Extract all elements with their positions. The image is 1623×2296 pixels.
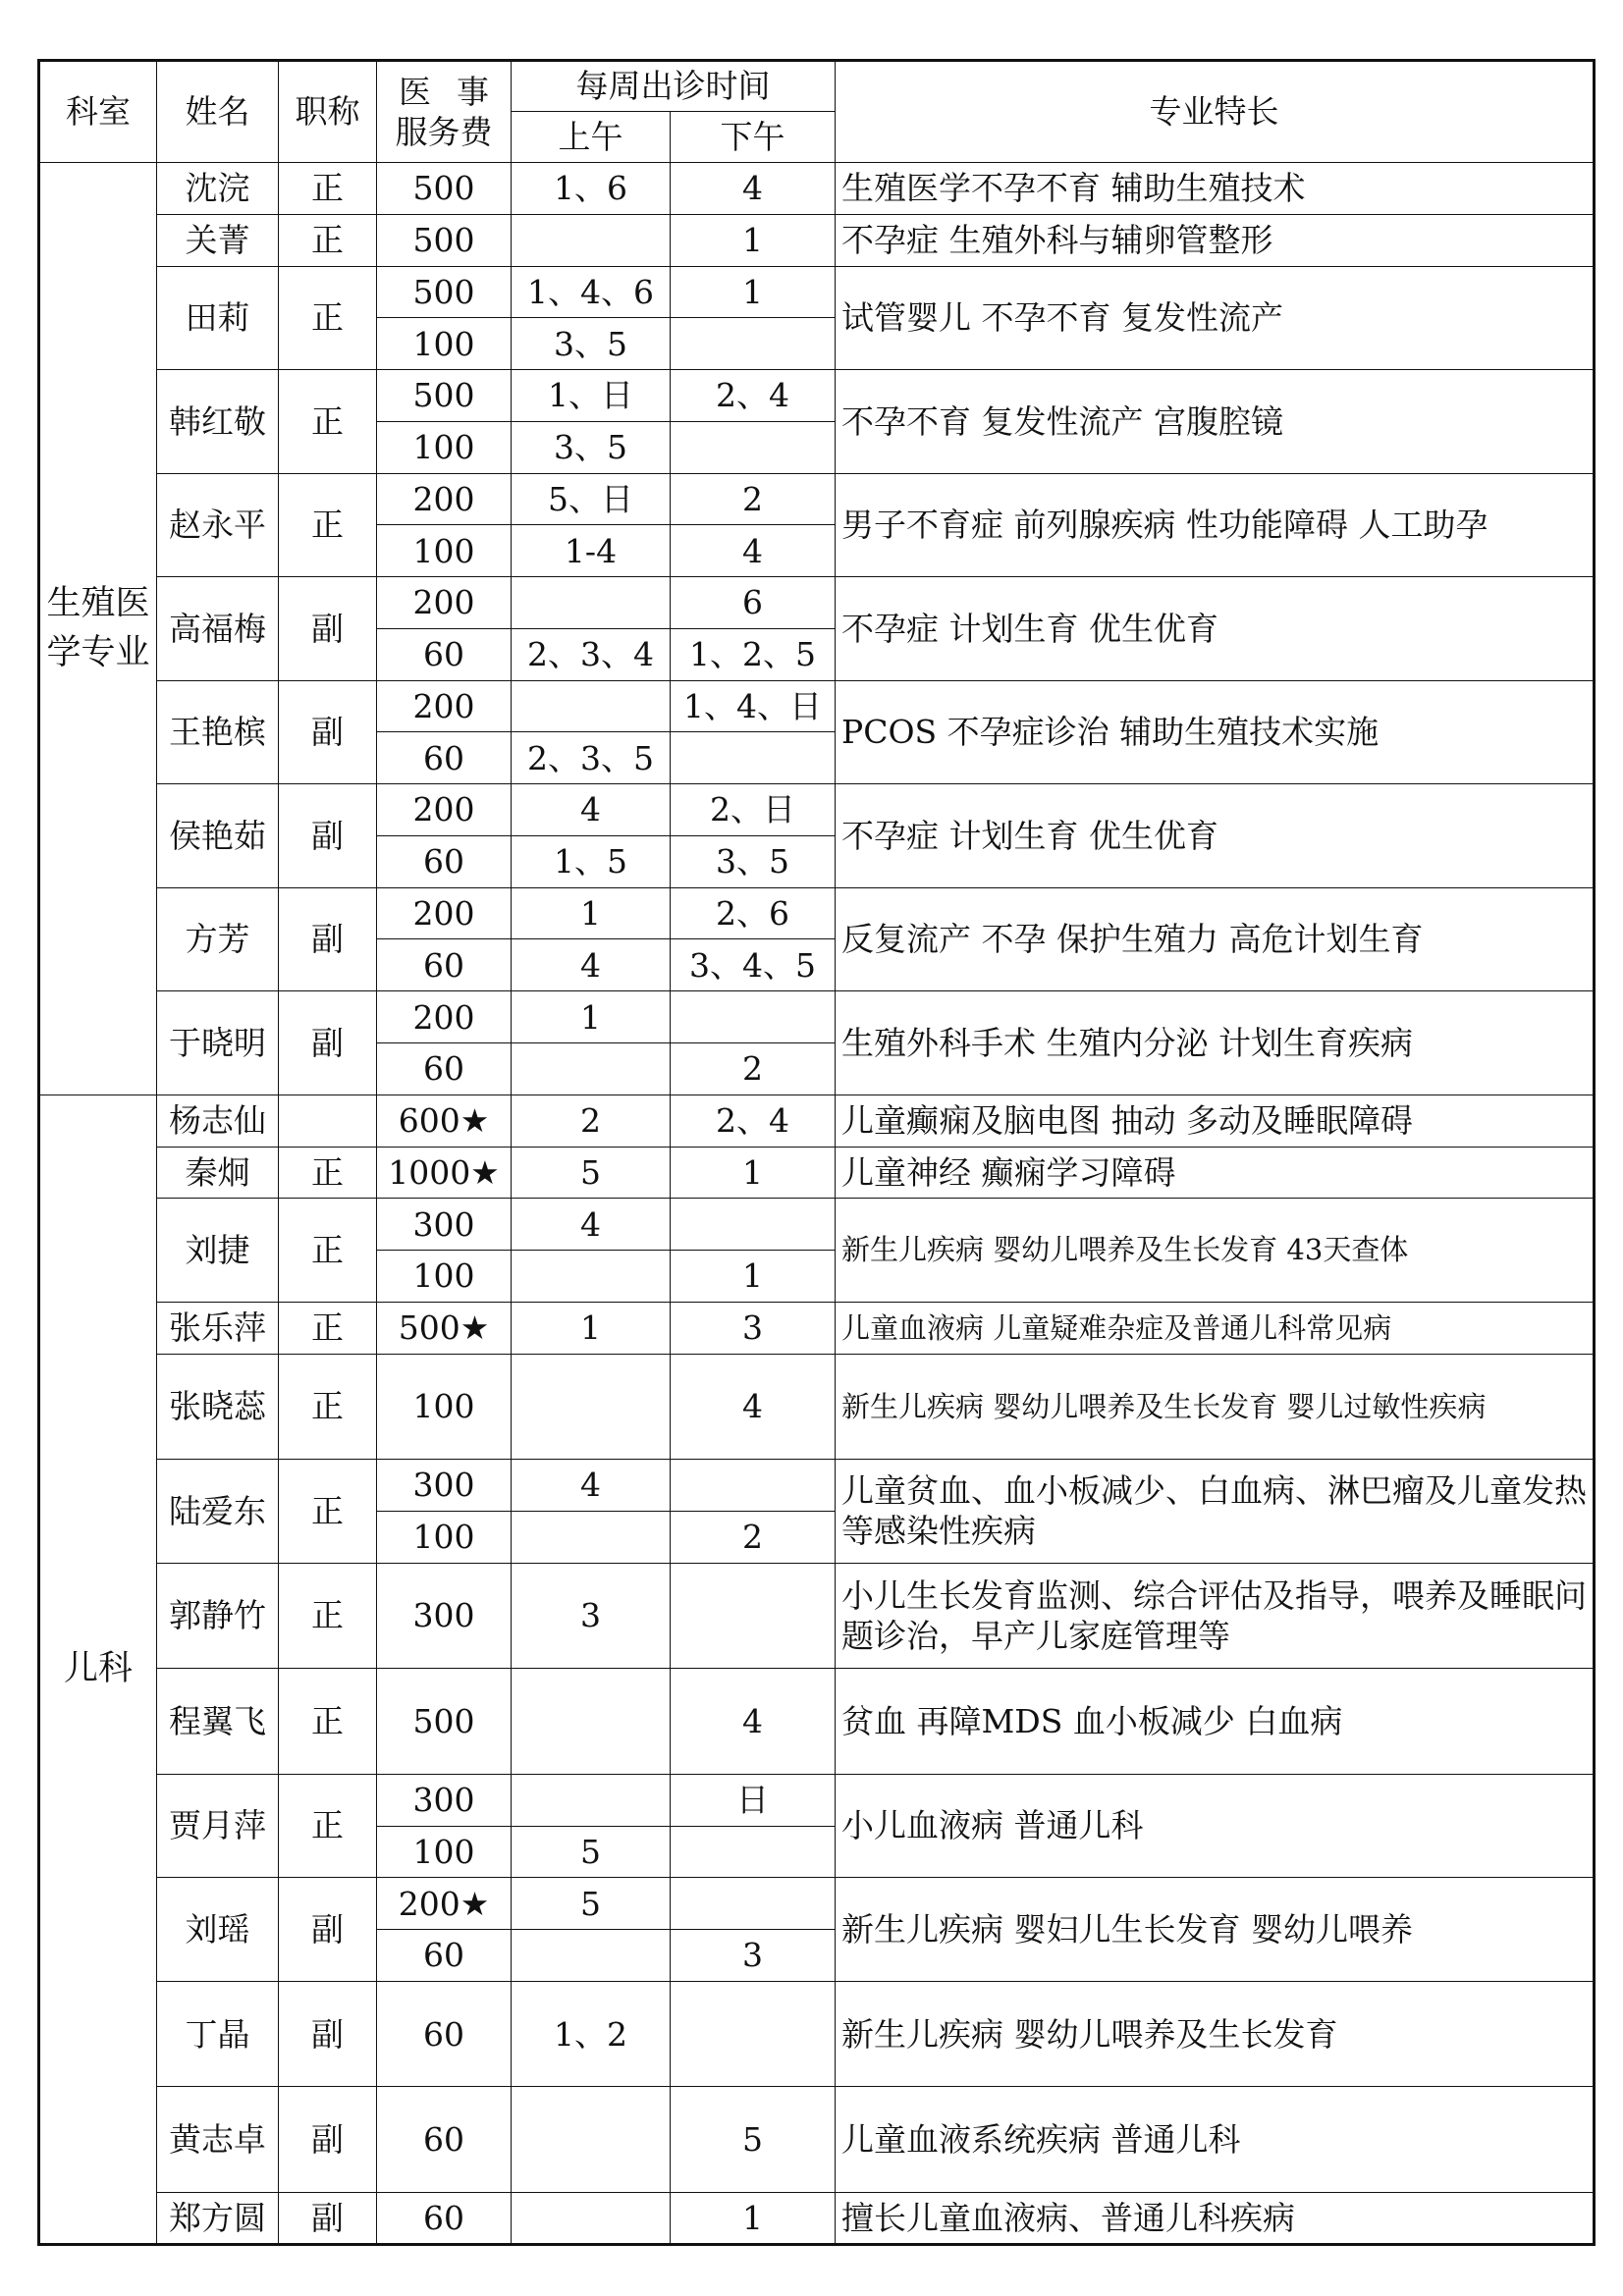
service-fee: 60 bbox=[377, 628, 512, 680]
pm-days bbox=[671, 732, 836, 784]
table-row bbox=[39, 1095, 1595, 1147]
doctor-title: 正 bbox=[279, 1302, 377, 1354]
pm-days: 2、日 bbox=[671, 784, 836, 836]
table-row bbox=[39, 473, 1595, 525]
doctor-title: 正 bbox=[279, 1147, 377, 1199]
schedule-sheet bbox=[37, 59, 1593, 2246]
pm-days bbox=[671, 1199, 836, 1251]
am-days bbox=[512, 1669, 671, 1775]
am-days bbox=[512, 1251, 671, 1303]
am-days bbox=[512, 680, 671, 732]
doctor-name: 程翼飞 bbox=[157, 1669, 279, 1775]
doctor-title: 正 bbox=[279, 473, 377, 577]
doctor-name: 于晓明 bbox=[157, 991, 279, 1095]
service-fee: 100 bbox=[377, 1511, 512, 1563]
service-fee: 200★ bbox=[377, 1878, 512, 1930]
table-row bbox=[39, 887, 1595, 939]
doctor-name: 黄志卓 bbox=[157, 2087, 279, 2193]
specialty: 贫血 再障MDS 血小板减少 白血病 bbox=[836, 1669, 1595, 1775]
pm-days: 4 bbox=[671, 1354, 836, 1460]
pm-days: 3 bbox=[671, 1930, 836, 1982]
header-fee-line2: 服务费 bbox=[395, 113, 493, 151]
doctor-title: 副 bbox=[279, 2193, 377, 2245]
service-fee: 200 bbox=[377, 784, 512, 836]
clinic-schedule-table bbox=[37, 59, 1596, 2246]
specialty: 不孕不育 复发性流产 宫腹腔镜 bbox=[836, 370, 1595, 474]
doctor-name: 张乐萍 bbox=[157, 1302, 279, 1354]
pm-days bbox=[671, 991, 836, 1043]
service-fee: 60 bbox=[377, 939, 512, 991]
table-row bbox=[39, 991, 1595, 1043]
table-row bbox=[39, 2193, 1595, 2245]
am-days: 1、5 bbox=[512, 835, 671, 887]
service-fee: 100 bbox=[377, 525, 512, 577]
header-fee-char-2: 事 bbox=[457, 72, 489, 111]
specialty: 不孕症 计划生育 优生优育 bbox=[836, 784, 1595, 888]
am-days bbox=[512, 1043, 671, 1095]
header-title: 职称 bbox=[279, 61, 377, 163]
service-fee: 60 bbox=[377, 2193, 512, 2245]
doctor-title: 正 bbox=[279, 1354, 377, 1460]
table-row bbox=[39, 1460, 1595, 1512]
doctor-name: 陆爱东 bbox=[157, 1460, 279, 1564]
doctor-name: 郑方圆 bbox=[157, 2193, 279, 2245]
service-fee: 100 bbox=[377, 421, 512, 473]
doctor-name: 高福梅 bbox=[157, 577, 279, 681]
pm-days: 2、4 bbox=[671, 1095, 836, 1147]
doctor-name: 方芳 bbox=[157, 887, 279, 991]
service-fee: 500★ bbox=[377, 1302, 512, 1354]
doctor-title: 正 bbox=[279, 1199, 377, 1303]
doctor-name: 杨志仙 bbox=[157, 1095, 279, 1147]
pm-days bbox=[671, 1563, 836, 1669]
specialty: 儿童贫血、血小板减少、白血病、淋巴瘤及儿童发热等感染性疾病 bbox=[836, 1460, 1595, 1564]
service-fee: 200 bbox=[377, 887, 512, 939]
pm-days bbox=[671, 1460, 836, 1512]
doctor-title: 正 bbox=[279, 1563, 377, 1669]
doctor-name: 关菁 bbox=[157, 214, 279, 266]
am-days: 1 bbox=[512, 991, 671, 1043]
table-row bbox=[39, 1774, 1595, 1826]
pm-days: 4 bbox=[671, 1669, 836, 1775]
doctor-name: 贾月萍 bbox=[157, 1774, 279, 1878]
pm-days: 日 bbox=[671, 1774, 836, 1826]
pm-days: 1 bbox=[671, 1147, 836, 1199]
pm-days: 1 bbox=[671, 266, 836, 318]
service-fee: 1000★ bbox=[377, 1147, 512, 1199]
table-row bbox=[39, 1669, 1595, 1775]
specialty: 新生儿疾病 婴幼儿喂养及生长发育 43天查体 bbox=[836, 1199, 1595, 1303]
specialty: 小儿血液病 普通儿科 bbox=[836, 1774, 1595, 1878]
table-row bbox=[39, 784, 1595, 836]
service-fee: 60 bbox=[377, 835, 512, 887]
pm-days: 2、6 bbox=[671, 887, 836, 939]
am-days bbox=[512, 1354, 671, 1460]
table-row bbox=[39, 2087, 1595, 2193]
service-fee: 300 bbox=[377, 1563, 512, 1669]
doctor-name: 秦炯 bbox=[157, 1147, 279, 1199]
header-fee bbox=[377, 61, 512, 163]
specialty: 儿童癫痫及脑电图 抽动 多动及睡眠障碍 bbox=[836, 1095, 1595, 1147]
table-row bbox=[39, 1354, 1595, 1460]
table-row bbox=[39, 1563, 1595, 1669]
service-fee: 60 bbox=[377, 1043, 512, 1095]
doctor-title: 正 bbox=[279, 1669, 377, 1775]
pm-days: 1 bbox=[671, 1251, 836, 1303]
doctor-title: 副 bbox=[279, 680, 377, 784]
pm-days: 3、4、5 bbox=[671, 939, 836, 991]
service-fee: 100 bbox=[377, 318, 512, 370]
pm-days: 3 bbox=[671, 1302, 836, 1354]
table-row bbox=[39, 1981, 1595, 2087]
doctor-title: 正 bbox=[279, 266, 377, 370]
service-fee: 100 bbox=[377, 1251, 512, 1303]
pm-days bbox=[671, 318, 836, 370]
doctor-title bbox=[279, 1095, 377, 1147]
service-fee: 500 bbox=[377, 163, 512, 215]
pm-days: 4 bbox=[671, 525, 836, 577]
am-days: 4 bbox=[512, 1199, 671, 1251]
specialty: 小儿生长发育监测、综合评估及指导，喂养及睡眠问题诊治，早产儿家庭管理等 bbox=[836, 1563, 1595, 1669]
doctor-title: 正 bbox=[279, 1774, 377, 1878]
am-days: 1、2 bbox=[512, 1981, 671, 2087]
pm-days: 2 bbox=[671, 473, 836, 525]
specialty: 试管婴儿 不孕不育 复发性流产 bbox=[836, 266, 1595, 370]
department-cell: 儿科 bbox=[39, 1095, 157, 2244]
doctor-name: 刘捷 bbox=[157, 1199, 279, 1303]
doctor-name: 刘瑶 bbox=[157, 1878, 279, 1982]
pm-days: 6 bbox=[671, 577, 836, 629]
service-fee: 600★ bbox=[377, 1095, 512, 1147]
service-fee: 200 bbox=[377, 473, 512, 525]
table-row bbox=[39, 163, 1595, 215]
pm-days: 1、2、5 bbox=[671, 628, 836, 680]
service-fee: 60 bbox=[377, 2087, 512, 2193]
specialty: 生殖外科手术 生殖内分泌 计划生育疾病 bbox=[836, 991, 1595, 1095]
table-row bbox=[39, 1302, 1595, 1354]
doctor-name: 赵永平 bbox=[157, 473, 279, 577]
specialty: 生殖医学不孕不育 辅助生殖技术 bbox=[836, 163, 1595, 215]
table-row bbox=[39, 214, 1595, 266]
am-days: 1-4 bbox=[512, 525, 671, 577]
pm-days: 2 bbox=[671, 1511, 836, 1563]
doctor-title: 副 bbox=[279, 1981, 377, 2087]
doctor-title: 正 bbox=[279, 214, 377, 266]
service-fee: 100 bbox=[377, 1354, 512, 1460]
doctor-title: 副 bbox=[279, 577, 377, 681]
specialty: 儿童血液病 儿童疑难杂症及普通儿科常见病 bbox=[836, 1302, 1595, 1354]
am-days: 1 bbox=[512, 1302, 671, 1354]
am-days bbox=[512, 2193, 671, 2245]
pm-days: 4 bbox=[671, 163, 836, 215]
pm-days: 5 bbox=[671, 2087, 836, 2193]
specialty: 新生儿疾病 婴幼儿喂养及生长发育 婴儿过敏性疾病 bbox=[836, 1354, 1595, 1460]
doctor-title: 副 bbox=[279, 784, 377, 888]
service-fee: 500 bbox=[377, 266, 512, 318]
am-days: 2 bbox=[512, 1095, 671, 1147]
am-days bbox=[512, 1511, 671, 1563]
service-fee: 500 bbox=[377, 370, 512, 422]
doctor-title: 副 bbox=[279, 2087, 377, 2193]
am-days: 1 bbox=[512, 887, 671, 939]
am-days bbox=[512, 214, 671, 266]
department-cell: 生殖医学专业 bbox=[39, 163, 157, 1095]
specialty: 不孕症 计划生育 优生优育 bbox=[836, 577, 1595, 681]
am-days: 1、日 bbox=[512, 370, 671, 422]
am-days: 4 bbox=[512, 1460, 671, 1512]
doctor-name: 韩红敬 bbox=[157, 370, 279, 474]
pm-days bbox=[671, 1981, 836, 2087]
service-fee: 200 bbox=[377, 577, 512, 629]
specialty: 反复流产 不孕 保护生殖力 高危计划生育 bbox=[836, 887, 1595, 991]
service-fee: 60 bbox=[377, 732, 512, 784]
specialty: 不孕症 生殖外科与辅卵管整形 bbox=[836, 214, 1595, 266]
table-row bbox=[39, 370, 1595, 422]
service-fee: 60 bbox=[377, 1930, 512, 1982]
pm-days: 2 bbox=[671, 1043, 836, 1095]
specialty: 儿童血液系统疾病 普通儿科 bbox=[836, 2087, 1595, 2193]
am-days: 5 bbox=[512, 1878, 671, 1930]
doctor-name: 张晓蕊 bbox=[157, 1354, 279, 1460]
header-schedule: 每周出诊时间 bbox=[512, 61, 836, 112]
pm-days bbox=[671, 421, 836, 473]
specialty: 男子不育症 前列腺疾病 性功能障碍 人工助孕 bbox=[836, 473, 1595, 577]
doctor-title: 副 bbox=[279, 991, 377, 1095]
header-dept: 科室 bbox=[39, 61, 157, 163]
specialty: 新生儿疾病 婴幼儿喂养及生长发育 bbox=[836, 1981, 1595, 2087]
doctor-name: 丁晶 bbox=[157, 1981, 279, 2087]
am-days: 5 bbox=[512, 1826, 671, 1878]
am-days: 5、日 bbox=[512, 473, 671, 525]
specialty: 儿童神经 癫痫学习障碍 bbox=[836, 1147, 1595, 1199]
service-fee: 300 bbox=[377, 1460, 512, 1512]
header-specialty: 专业特长 bbox=[836, 61, 1595, 163]
am-days: 4 bbox=[512, 939, 671, 991]
specialty: PCOS 不孕症诊治 辅助生殖技术实施 bbox=[836, 680, 1595, 784]
am-days: 5 bbox=[512, 1147, 671, 1199]
pm-days: 3、5 bbox=[671, 835, 836, 887]
doctor-name: 侯艳茹 bbox=[157, 784, 279, 888]
doctor-title: 正 bbox=[279, 1460, 377, 1564]
am-days: 1、4、6 bbox=[512, 266, 671, 318]
doctor-title: 副 bbox=[279, 887, 377, 991]
service-fee: 500 bbox=[377, 1669, 512, 1775]
table-row bbox=[39, 1199, 1595, 1251]
service-fee: 200 bbox=[377, 991, 512, 1043]
pm-days: 1、4、日 bbox=[671, 680, 836, 732]
header-pm: 下午 bbox=[671, 112, 836, 163]
header-name: 姓名 bbox=[157, 61, 279, 163]
header-fee-char-1: 医 bbox=[399, 72, 431, 111]
service-fee: 200 bbox=[377, 680, 512, 732]
am-days bbox=[512, 577, 671, 629]
service-fee: 300 bbox=[377, 1774, 512, 1826]
pm-days: 1 bbox=[671, 2193, 836, 2245]
doctor-name: 郭静竹 bbox=[157, 1563, 279, 1669]
am-days: 1、6 bbox=[512, 163, 671, 215]
am-days: 3 bbox=[512, 1563, 671, 1669]
specialty: 擅长儿童血液病、普通儿科疾病 bbox=[836, 2193, 1595, 2245]
am-days: 4 bbox=[512, 784, 671, 836]
service-fee: 300 bbox=[377, 1199, 512, 1251]
table-row bbox=[39, 577, 1595, 629]
am-days: 3、5 bbox=[512, 318, 671, 370]
am-days bbox=[512, 1930, 671, 1982]
doctor-title: 正 bbox=[279, 163, 377, 215]
am-days bbox=[512, 2087, 671, 2193]
doctor-title: 正 bbox=[279, 370, 377, 474]
service-fee: 100 bbox=[377, 1826, 512, 1878]
pm-days: 1 bbox=[671, 214, 836, 266]
am-days: 2、3、5 bbox=[512, 732, 671, 784]
table-row bbox=[39, 1878, 1595, 1930]
doctor-name: 沈浣 bbox=[157, 163, 279, 215]
table-row bbox=[39, 266, 1595, 318]
am-days: 2、3、4 bbox=[512, 628, 671, 680]
table-row bbox=[39, 680, 1595, 732]
service-fee: 60 bbox=[377, 1981, 512, 2087]
pm-days bbox=[671, 1878, 836, 1930]
am-days: 3、5 bbox=[512, 421, 671, 473]
specialty: 新生儿疾病 婴妇儿生长发育 婴幼儿喂养 bbox=[836, 1878, 1595, 1982]
header-am: 上午 bbox=[512, 112, 671, 163]
service-fee: 500 bbox=[377, 214, 512, 266]
am-days bbox=[512, 1774, 671, 1826]
pm-days: 2、4 bbox=[671, 370, 836, 422]
pm-days bbox=[671, 1826, 836, 1878]
doctor-name: 田莉 bbox=[157, 266, 279, 370]
doctor-title: 副 bbox=[279, 1878, 377, 1982]
table-row bbox=[39, 1147, 1595, 1199]
doctor-name: 王艳槟 bbox=[157, 680, 279, 784]
